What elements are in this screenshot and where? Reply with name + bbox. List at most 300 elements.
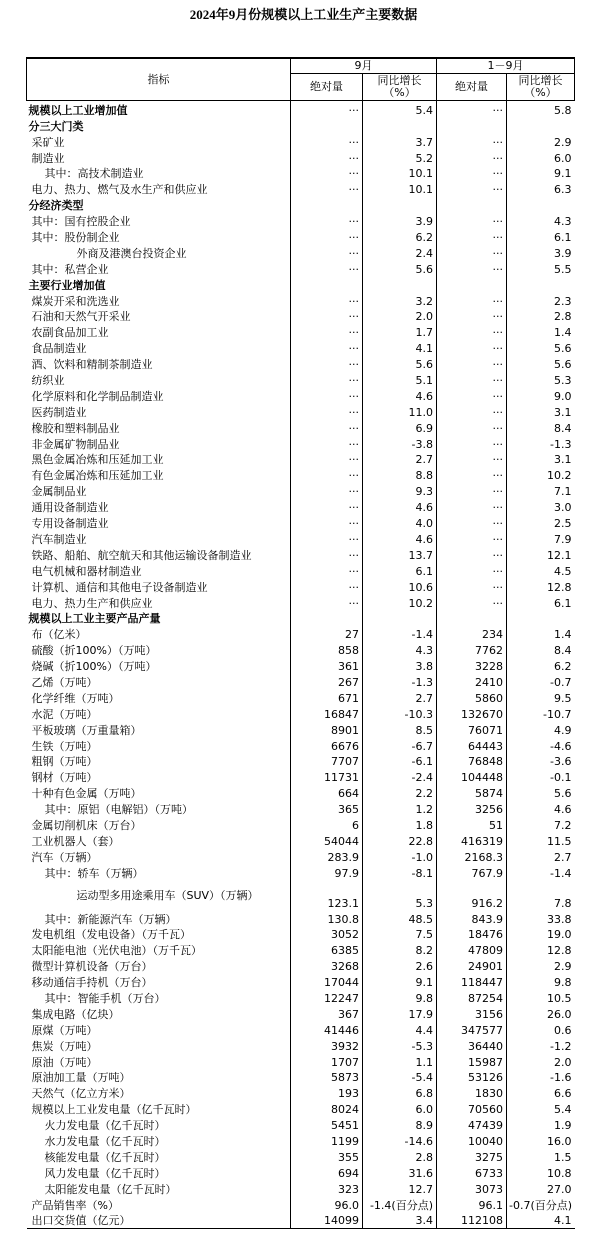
cell-ytd-yoy: 1.4 bbox=[507, 324, 575, 340]
cell-month-absolute: ··· bbox=[291, 452, 363, 468]
cell-month-yoy: 3.2 bbox=[363, 293, 437, 309]
table-body bbox=[27, 101, 575, 1229]
cell-month-yoy: 2.0 bbox=[363, 309, 437, 325]
row-label: 医药制造业 bbox=[31, 405, 87, 419]
cell-ytd-yoy: 4.9 bbox=[507, 722, 575, 738]
table-row bbox=[27, 690, 575, 706]
cell-month-yoy: -1.4 bbox=[363, 626, 437, 642]
row-label: 农副食品加工业 bbox=[31, 326, 109, 340]
cell-ytd-yoy: 10.5 bbox=[507, 990, 575, 1006]
cell-ytd-yoy: 5.6 bbox=[507, 356, 575, 372]
cell-ytd-absolute bbox=[437, 118, 507, 134]
cell-ytd-absolute: ··· bbox=[437, 134, 507, 150]
row-label: 汽车（万辆） bbox=[31, 850, 98, 864]
cell-ytd-yoy: 33.8 bbox=[507, 911, 575, 927]
cell-month-absolute: ··· bbox=[291, 181, 363, 197]
cell-ytd-yoy: -0.7 bbox=[507, 674, 575, 690]
cell-ytd-yoy: 5.3 bbox=[507, 372, 575, 388]
table-row bbox=[27, 197, 575, 213]
table-row bbox=[27, 1022, 575, 1038]
table-row bbox=[27, 1006, 575, 1022]
cell-month-absolute: ··· bbox=[291, 547, 363, 563]
row-label: 其中：私营企业 bbox=[31, 262, 109, 276]
row-label: 硫酸（折100%）（万吨） bbox=[31, 644, 157, 658]
table-row bbox=[27, 1197, 575, 1213]
cell-month-absolute bbox=[291, 197, 363, 213]
cell-month-absolute: 27 bbox=[291, 626, 363, 642]
table-row bbox=[27, 261, 575, 277]
cell-month-absolute bbox=[291, 611, 363, 627]
cell-ytd-yoy bbox=[507, 277, 575, 293]
table-row bbox=[27, 626, 575, 642]
cell-month-absolute: ··· bbox=[291, 515, 363, 531]
cell-month-yoy: 2.2 bbox=[363, 785, 437, 801]
cell-ytd-yoy: -4.6 bbox=[507, 738, 575, 754]
cell-month-absolute: 1707 bbox=[291, 1054, 363, 1070]
cell-ytd-absolute: 53126 bbox=[437, 1070, 507, 1086]
row-label: 其中：轿车（万辆） bbox=[44, 866, 144, 880]
cell-ytd-absolute: ··· bbox=[437, 261, 507, 277]
cell-ytd-yoy: 6.2 bbox=[507, 658, 575, 674]
cell-month-absolute: ··· bbox=[291, 420, 363, 436]
table-row bbox=[27, 674, 575, 690]
row-label: 原煤（万吨） bbox=[31, 1023, 98, 1037]
cell-ytd-absolute: 87254 bbox=[437, 990, 507, 1006]
cell-ytd-yoy bbox=[507, 611, 575, 627]
cell-month-absolute: 1199 bbox=[291, 1133, 363, 1149]
cell-month-absolute: 12247 bbox=[291, 990, 363, 1006]
table-row bbox=[27, 547, 575, 563]
cell-ytd-absolute: 7762 bbox=[437, 642, 507, 658]
cell-ytd-absolute: 112108 bbox=[437, 1213, 507, 1229]
row-label: 产品销售率（%） bbox=[31, 1198, 119, 1212]
table-row bbox=[27, 849, 575, 865]
cell-month-yoy: 3.7 bbox=[363, 134, 437, 150]
cell-ytd-yoy: 4.6 bbox=[507, 801, 575, 817]
row-label: 有色金属冶炼和压延加工业 bbox=[31, 469, 164, 483]
header-ytd-yoy bbox=[507, 74, 575, 101]
cell-month-absolute: ··· bbox=[291, 579, 363, 595]
row-label: 烧碱（折100%）（万吨） bbox=[31, 660, 157, 674]
cell-ytd-yoy: 6.6 bbox=[507, 1085, 575, 1101]
cell-month-absolute: ··· bbox=[291, 595, 363, 611]
table-row bbox=[27, 1181, 575, 1197]
row-label: 风力发电量（亿千瓦时） bbox=[44, 1166, 166, 1180]
row-label: 天然气（亿立方米） bbox=[31, 1087, 131, 1101]
row-label: 钢材（万吨） bbox=[31, 771, 98, 785]
row-label: 其中：原铝（电解铝）（万吨） bbox=[44, 803, 193, 817]
cell-ytd-yoy: 2.5 bbox=[507, 515, 575, 531]
cell-ytd-yoy: -1.6 bbox=[507, 1070, 575, 1086]
cell-month-absolute: ··· bbox=[291, 261, 363, 277]
row-label: 运动型多用途乘用车（SUV）（万辆） bbox=[76, 889, 259, 903]
table-row bbox=[27, 324, 575, 340]
table-row bbox=[27, 483, 575, 499]
row-label: 金属切削机床（万台） bbox=[31, 818, 142, 832]
cell-month-absolute: ··· bbox=[291, 356, 363, 372]
cell-month-yoy: -6.7 bbox=[363, 738, 437, 754]
cell-month-yoy: 7.5 bbox=[363, 927, 437, 943]
header-ytd: 1－9月 bbox=[437, 58, 575, 74]
row-label: 移动通信手持机（万台） bbox=[31, 976, 153, 990]
cell-ytd-absolute: ··· bbox=[437, 483, 507, 499]
cell-ytd-yoy: -0.7(百分点) bbox=[507, 1197, 575, 1213]
cell-ytd-absolute: 24901 bbox=[437, 958, 507, 974]
table-row bbox=[27, 277, 575, 293]
cell-ytd-absolute: 347577 bbox=[437, 1022, 507, 1038]
cell-month-absolute: ··· bbox=[291, 245, 363, 261]
cell-ytd-absolute: ··· bbox=[437, 579, 507, 595]
row-label: 煤炭开采和洗选业 bbox=[31, 294, 120, 308]
cell-month-absolute: ··· bbox=[291, 213, 363, 229]
cell-ytd-yoy: -0.1 bbox=[507, 769, 575, 785]
cell-ytd-yoy: 10.8 bbox=[507, 1165, 575, 1181]
cell-month-yoy: -8.1 bbox=[363, 865, 437, 881]
cell-ytd-absolute: 76848 bbox=[437, 754, 507, 770]
cell-month-yoy: 2.8 bbox=[363, 1149, 437, 1165]
cell-ytd-absolute: ··· bbox=[437, 166, 507, 182]
table-row bbox=[27, 293, 575, 309]
row-label: 电力、热力生产和供应业 bbox=[31, 596, 153, 610]
cell-month-absolute: 6676 bbox=[291, 738, 363, 754]
table-row bbox=[27, 1054, 575, 1070]
cell-ytd-yoy: 5.6 bbox=[507, 785, 575, 801]
table-row bbox=[27, 340, 575, 356]
cell-month-absolute: ··· bbox=[291, 388, 363, 404]
cell-month-absolute bbox=[291, 277, 363, 293]
table-row bbox=[27, 942, 575, 958]
cell-month-absolute: 671 bbox=[291, 690, 363, 706]
table-row bbox=[27, 229, 575, 245]
cell-month-yoy: -1.0 bbox=[363, 849, 437, 865]
cell-month-absolute: ··· bbox=[291, 324, 363, 340]
cell-ytd-absolute: 64443 bbox=[437, 738, 507, 754]
table-row bbox=[27, 658, 575, 674]
cell-month-yoy: 1.2 bbox=[363, 801, 437, 817]
cell-month-yoy: 6.1 bbox=[363, 563, 437, 579]
cell-ytd-yoy: 1.9 bbox=[507, 1117, 575, 1133]
cell-month-yoy: 5.4 bbox=[363, 101, 437, 118]
cell-month-absolute: ··· bbox=[291, 483, 363, 499]
cell-ytd-yoy: 7.8 bbox=[507, 881, 575, 911]
cell-ytd-absolute: 234 bbox=[437, 626, 507, 642]
cell-month-yoy: 6.2 bbox=[363, 229, 437, 245]
cell-ytd-absolute: 47439 bbox=[437, 1117, 507, 1133]
cell-ytd-yoy: -3.6 bbox=[507, 754, 575, 770]
cell-month-yoy: 10.1 bbox=[363, 166, 437, 182]
header-indicator: 指标 bbox=[27, 58, 291, 101]
cell-ytd-absolute: 118447 bbox=[437, 974, 507, 990]
cell-ytd-absolute: ··· bbox=[437, 150, 507, 166]
cell-month-absolute: ··· bbox=[291, 467, 363, 483]
cell-month-absolute: ··· bbox=[291, 150, 363, 166]
cell-ytd-absolute: ··· bbox=[437, 563, 507, 579]
cell-month-yoy: 6.9 bbox=[363, 420, 437, 436]
cell-ytd-absolute: ··· bbox=[437, 499, 507, 515]
row-label: 微型计算机设备（万台） bbox=[31, 960, 153, 974]
row-label: 主要行业增加值 bbox=[28, 278, 106, 292]
cell-ytd-absolute: 2168.3 bbox=[437, 849, 507, 865]
cell-ytd-yoy: 3.1 bbox=[507, 452, 575, 468]
row-label: 分三大门类 bbox=[28, 119, 84, 133]
cell-month-yoy: 5.2 bbox=[363, 150, 437, 166]
row-label: 布（亿米） bbox=[31, 628, 87, 642]
cell-ytd-absolute: ··· bbox=[437, 452, 507, 468]
cell-ytd-absolute bbox=[437, 611, 507, 627]
cell-ytd-absolute: 767.9 bbox=[437, 865, 507, 881]
cell-month-yoy: 8.5 bbox=[363, 722, 437, 738]
row-label: 工业机器人（套） bbox=[31, 834, 120, 848]
cell-month-yoy: -2.4 bbox=[363, 769, 437, 785]
row-label: 火力发电量（亿千瓦时） bbox=[44, 1119, 166, 1133]
table-row bbox=[27, 150, 575, 166]
cell-ytd-yoy: 5.4 bbox=[507, 1101, 575, 1117]
cell-ytd-absolute: ··· bbox=[437, 404, 507, 420]
table-row bbox=[27, 1165, 575, 1181]
table-row bbox=[27, 372, 575, 388]
table-row bbox=[27, 974, 575, 990]
row-label: 电力、热力、燃气及水生产和供应业 bbox=[31, 183, 208, 197]
cell-ytd-yoy: 1.5 bbox=[507, 1149, 575, 1165]
cell-ytd-yoy: 3.0 bbox=[507, 499, 575, 515]
cell-month-absolute: ··· bbox=[291, 340, 363, 356]
table-row bbox=[27, 388, 575, 404]
cell-ytd-absolute: 916.2 bbox=[437, 881, 507, 911]
cell-month-yoy: 2.7 bbox=[363, 452, 437, 468]
table-row bbox=[27, 722, 575, 738]
cell-ytd-absolute: ··· bbox=[437, 515, 507, 531]
row-label: 计算机、通信和其他电子设备制造业 bbox=[31, 580, 208, 594]
cell-month-absolute: 8901 bbox=[291, 722, 363, 738]
cell-ytd-yoy: 8.4 bbox=[507, 420, 575, 436]
cell-month-yoy: 11.0 bbox=[363, 404, 437, 420]
cell-ytd-yoy: 6.1 bbox=[507, 595, 575, 611]
cell-month-absolute: 3052 bbox=[291, 927, 363, 943]
row-label: 粗钢（万吨） bbox=[31, 755, 98, 769]
header-month-yoy-label: 同比增长 bbox=[377, 74, 422, 87]
table-row bbox=[27, 166, 575, 182]
row-label: 规模以上工业增加值 bbox=[28, 103, 128, 117]
cell-month-yoy bbox=[363, 197, 437, 213]
table-row bbox=[27, 1213, 575, 1229]
cell-ytd-absolute: ··· bbox=[437, 547, 507, 563]
cell-ytd-absolute: ··· bbox=[437, 101, 507, 118]
industrial-data-table bbox=[26, 57, 575, 1229]
cell-month-absolute: 130.8 bbox=[291, 911, 363, 927]
cell-ytd-yoy: 3.1 bbox=[507, 404, 575, 420]
cell-ytd-absolute: ··· bbox=[437, 436, 507, 452]
row-label: 规模以上工业主要产品产量 bbox=[28, 612, 161, 626]
cell-ytd-yoy: 9.1 bbox=[507, 166, 575, 182]
row-label: 生铁（万吨） bbox=[31, 739, 98, 753]
cell-ytd-yoy: 2.7 bbox=[507, 849, 575, 865]
cell-month-absolute: 5451 bbox=[291, 1117, 363, 1133]
table-row bbox=[27, 1038, 575, 1054]
cell-ytd-yoy: 11.5 bbox=[507, 833, 575, 849]
cell-ytd-yoy: -1.4 bbox=[507, 865, 575, 881]
cell-ytd-yoy: 8.4 bbox=[507, 642, 575, 658]
cell-ytd-yoy: 7.2 bbox=[507, 817, 575, 833]
cell-month-yoy: 4.3 bbox=[363, 642, 437, 658]
cell-month-yoy: 5.1 bbox=[363, 372, 437, 388]
cell-ytd-absolute: 47809 bbox=[437, 942, 507, 958]
table-row bbox=[27, 738, 575, 754]
row-label: 采矿业 bbox=[31, 135, 65, 149]
table-row bbox=[27, 579, 575, 595]
table-row bbox=[27, 531, 575, 547]
cell-month-absolute: 664 bbox=[291, 785, 363, 801]
cell-ytd-yoy: 12.8 bbox=[507, 942, 575, 958]
cell-month-absolute: 54044 bbox=[291, 833, 363, 849]
cell-month-yoy: 5.6 bbox=[363, 261, 437, 277]
cell-month-absolute: 7707 bbox=[291, 754, 363, 770]
table-row bbox=[27, 769, 575, 785]
row-label: 电气机械和器材制造业 bbox=[31, 564, 142, 578]
row-label: 乙烯（万吨） bbox=[31, 675, 98, 689]
cell-ytd-yoy: 2.9 bbox=[507, 958, 575, 974]
cell-month-yoy: 2.7 bbox=[363, 690, 437, 706]
cell-ytd-yoy: 3.9 bbox=[507, 245, 575, 261]
cell-ytd-yoy: 9.5 bbox=[507, 690, 575, 706]
table-row bbox=[27, 452, 575, 468]
cell-ytd-absolute: 10040 bbox=[437, 1133, 507, 1149]
cell-ytd-absolute bbox=[437, 197, 507, 213]
table-row bbox=[27, 245, 575, 261]
table-row bbox=[27, 754, 575, 770]
header-month-yoy-unit: （%） bbox=[383, 86, 416, 99]
cell-month-yoy bbox=[363, 277, 437, 293]
table-row bbox=[27, 101, 575, 118]
cell-month-yoy: 1.8 bbox=[363, 817, 437, 833]
cell-ytd-absolute: 6733 bbox=[437, 1165, 507, 1181]
cell-ytd-absolute: 416319 bbox=[437, 833, 507, 849]
table-row bbox=[27, 595, 575, 611]
cell-ytd-absolute: ··· bbox=[437, 356, 507, 372]
row-label: 原油（万吨） bbox=[31, 1055, 98, 1069]
cell-ytd-yoy: 9.8 bbox=[507, 974, 575, 990]
cell-ytd-absolute: 104448 bbox=[437, 769, 507, 785]
cell-month-absolute: ··· bbox=[291, 101, 363, 118]
row-label: 分经济类型 bbox=[28, 199, 84, 213]
cell-month-absolute: 193 bbox=[291, 1085, 363, 1101]
cell-ytd-absolute: ··· bbox=[437, 324, 507, 340]
cell-month-yoy: 8.2 bbox=[363, 942, 437, 958]
cell-ytd-absolute: ··· bbox=[437, 372, 507, 388]
cell-ytd-absolute: 36440 bbox=[437, 1038, 507, 1054]
cell-ytd-absolute: ··· bbox=[437, 229, 507, 245]
header-month-yoy bbox=[363, 74, 437, 101]
cell-ytd-yoy: 0.6 bbox=[507, 1022, 575, 1038]
row-label: 核能发电量（亿千瓦时） bbox=[44, 1150, 166, 1164]
cell-month-absolute: ··· bbox=[291, 404, 363, 420]
cell-ytd-yoy: 10.2 bbox=[507, 467, 575, 483]
cell-ytd-absolute: 3228 bbox=[437, 658, 507, 674]
table-row bbox=[27, 817, 575, 833]
cell-month-absolute: 6 bbox=[291, 817, 363, 833]
cell-ytd-yoy: 9.0 bbox=[507, 388, 575, 404]
cell-ytd-yoy: 19.0 bbox=[507, 927, 575, 943]
header-ytd-yoy-unit: （%） bbox=[524, 86, 557, 99]
row-label: 金属制品业 bbox=[31, 485, 87, 499]
table-row bbox=[27, 118, 575, 134]
row-label: 发电机组（发电设备）（万千瓦） bbox=[31, 928, 191, 942]
cell-ytd-absolute: ··· bbox=[437, 340, 507, 356]
cell-month-yoy: 1.1 bbox=[363, 1054, 437, 1070]
table-row bbox=[27, 865, 575, 881]
table-row bbox=[27, 563, 575, 579]
cell-month-yoy: -1.3 bbox=[363, 674, 437, 690]
cell-month-absolute: 355 bbox=[291, 1149, 363, 1165]
cell-month-yoy: 10.6 bbox=[363, 579, 437, 595]
table-row bbox=[27, 1133, 575, 1149]
cell-ytd-absolute: 3256 bbox=[437, 801, 507, 817]
table-row bbox=[27, 134, 575, 150]
cell-month-yoy: 9.3 bbox=[363, 483, 437, 499]
cell-ytd-absolute: 5874 bbox=[437, 785, 507, 801]
cell-ytd-yoy: 12.1 bbox=[507, 547, 575, 563]
cell-month-yoy: -1.4(百分点) bbox=[363, 1197, 437, 1213]
row-label: 专用设备制造业 bbox=[31, 517, 109, 531]
cell-month-yoy: 2.6 bbox=[363, 958, 437, 974]
page-title: 2024年9月份规模以上工业生产主要数据 bbox=[189, 7, 418, 22]
cell-month-absolute: ··· bbox=[291, 499, 363, 515]
row-label: 化学纤维（万吨） bbox=[31, 691, 120, 705]
cell-month-absolute: 283.9 bbox=[291, 849, 363, 865]
table-row bbox=[27, 356, 575, 372]
cell-ytd-absolute: 3073 bbox=[437, 1181, 507, 1197]
cell-ytd-yoy: 2.8 bbox=[507, 309, 575, 325]
row-label: 其中：新能源汽车（万辆） bbox=[44, 912, 177, 926]
cell-month-absolute: 365 bbox=[291, 801, 363, 817]
cell-month-absolute: 361 bbox=[291, 658, 363, 674]
cell-month-absolute: ··· bbox=[291, 531, 363, 547]
cell-month-absolute: ··· bbox=[291, 229, 363, 245]
cell-month-absolute: 858 bbox=[291, 642, 363, 658]
cell-ytd-yoy: 5.6 bbox=[507, 340, 575, 356]
cell-month-yoy: 3.9 bbox=[363, 213, 437, 229]
row-label: 集成电路（亿块） bbox=[31, 1007, 120, 1021]
cell-ytd-absolute: ··· bbox=[437, 181, 507, 197]
row-label: 十种有色金属（万吨） bbox=[31, 787, 142, 801]
cell-ytd-absolute: ··· bbox=[437, 245, 507, 261]
cell-ytd-yoy: 2.3 bbox=[507, 293, 575, 309]
table-row bbox=[27, 990, 575, 1006]
cell-month-yoy: 31.6 bbox=[363, 1165, 437, 1181]
cell-month-absolute: 367 bbox=[291, 1006, 363, 1022]
table-row bbox=[27, 1085, 575, 1101]
cell-month-absolute bbox=[291, 118, 363, 134]
row-label: 外商及港澳台投资企业 bbox=[76, 246, 187, 260]
cell-month-absolute: 41446 bbox=[291, 1022, 363, 1038]
cell-month-absolute: 97.9 bbox=[291, 865, 363, 881]
cell-month-yoy: 9.8 bbox=[363, 990, 437, 1006]
table-row bbox=[27, 706, 575, 722]
table-row bbox=[27, 1149, 575, 1165]
row-label: 其中：智能手机（万台） bbox=[44, 991, 166, 1005]
cell-ytd-yoy: 4.5 bbox=[507, 563, 575, 579]
cell-ytd-yoy: 2.0 bbox=[507, 1054, 575, 1070]
row-label: 化学原料和化学制品制造业 bbox=[31, 389, 164, 403]
row-label: 太阳能电池（光伏电池）（万千瓦） bbox=[31, 944, 202, 958]
table-row bbox=[27, 420, 575, 436]
table-row bbox=[27, 958, 575, 974]
table-row bbox=[27, 1070, 575, 1086]
cell-ytd-yoy: 7.1 bbox=[507, 483, 575, 499]
cell-month-absolute: 267 bbox=[291, 674, 363, 690]
row-label: 非金属矿物制品业 bbox=[31, 437, 120, 451]
cell-ytd-yoy: -10.7 bbox=[507, 706, 575, 722]
cell-month-absolute: ··· bbox=[291, 293, 363, 309]
